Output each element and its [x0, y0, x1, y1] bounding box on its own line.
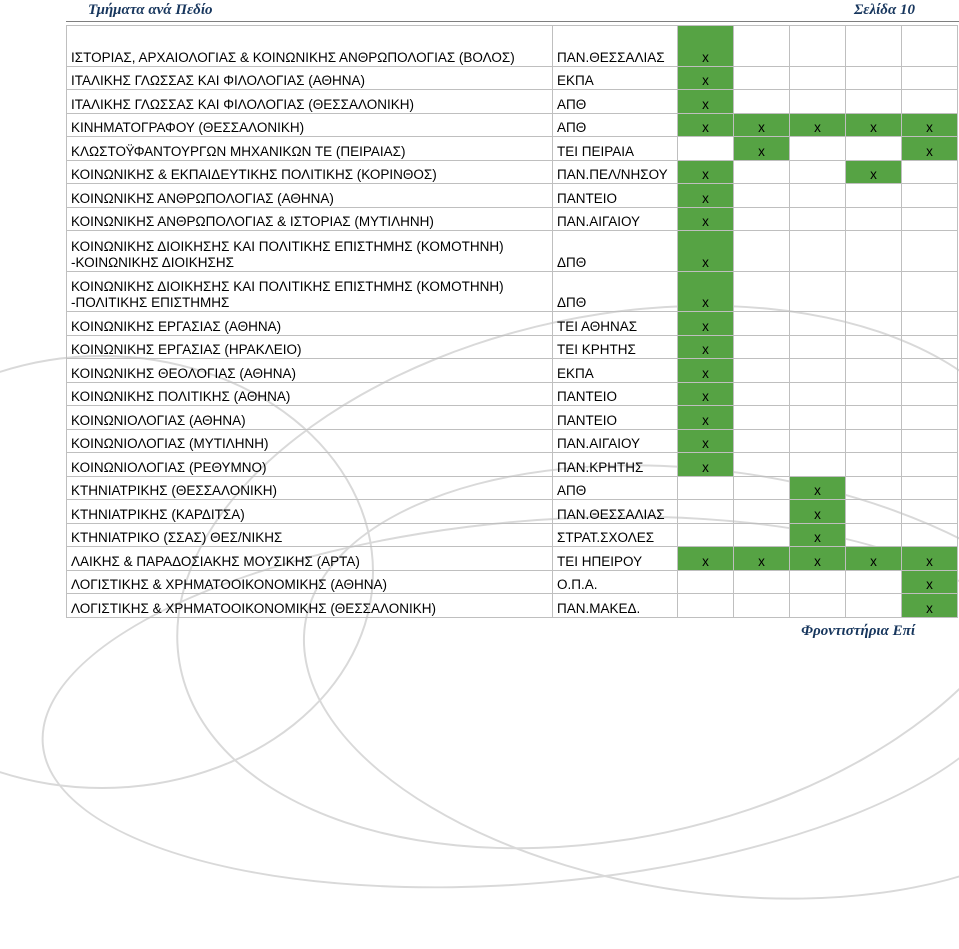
field-mark-cell: x [678, 184, 734, 208]
field-mark-cell [734, 184, 790, 208]
field-mark-cell [790, 359, 846, 383]
field-mark-cell [790, 406, 846, 430]
program-name-cell: ΚΙΝΗΜΑΤΟΓΡΑΦΟΥ (ΘΕΣΣΑΛΟΝΙΚΗ) [67, 113, 553, 137]
field-mark-cell: x [678, 90, 734, 114]
field-mark-cell [902, 26, 958, 67]
program-name-cell: ΛΑΙΚΗΣ & ΠΑΡΑΔΟΣΙΑΚΗΣ ΜΟΥΣΙΚΗΣ (ΑΡΤΑ) [67, 547, 553, 571]
field-mark-cell [790, 382, 846, 406]
field-mark-cell [790, 137, 846, 161]
program-name-cell: ΚΛΩΣΤΟΫΦΑΝΤΟΥΡΓΩΝ ΜΗΧΑΝΙΚΩΝ ΤΕ (ΠΕΙΡΑΙΑΣ) [67, 137, 553, 161]
program-name-cell: ΚΟΙΝΩΝΙΟΛΟΓΙΑΣ (ΡΕΘΥΜΝΟ) [67, 453, 553, 477]
field-mark-cell: x [678, 26, 734, 67]
institution-cell: ΠΑΝ.ΠΕΛ/ΝΗΣΟΥ [553, 160, 678, 184]
field-mark-cell [846, 271, 902, 312]
field-mark-cell [902, 359, 958, 383]
page-number: Σελίδα 10 [854, 2, 915, 18]
header-divider [66, 21, 959, 22]
program-name-cell: ΚΟΙΝΩΝΙΚΗΣ ΔΙΟΙΚΗΣΗΣ ΚΑΙ ΠΟΛΙΤΙΚΗΣ ΕΠΙΣΤΗΜΗΣ (ΚΟΜΟΤΗΝΗ) -ΚΟΙΝΩΝΙΚΗΣ ΔΙΟΙΚΗΣΗΣ [67, 231, 553, 272]
program-name-cell: ΙΤΑΛΙΚΗΣ ΓΛΩΣΣΑΣ ΚΑΙ ΦΙΛΟΛΟΓΙΑΣ (ΑΘΗΝΑ) [67, 66, 553, 90]
table-row [67, 312, 958, 336]
field-mark-cell: x [678, 429, 734, 453]
table-row [67, 66, 958, 90]
table-row [67, 231, 958, 272]
table-row [67, 26, 958, 67]
program-name-cell: ΚΟΙΝΩΝΙΚΗΣ ΠΟΛΙΤΙΚΗΣ (ΑΘΗΝΑ) [67, 382, 553, 406]
table-row [67, 453, 958, 477]
field-mark-cell: x [678, 66, 734, 90]
field-mark-cell [902, 523, 958, 547]
field-mark-cell [734, 476, 790, 500]
institution-cell: ΠΑΝ.ΑΙΓΑΙΟΥ [553, 207, 678, 231]
program-name-cell: ΙΣΤΟΡΙΑΣ, ΑΡΧΑΙΟΛΟΓΙΑΣ & ΚΟΙΝΩΝΙΚΗΣ ΑΝΘΡΩΠΟΛΟΓΙΑΣ (ΒΟΛΟΣ) [67, 26, 553, 67]
program-name-cell: ΚΤΗΝΙΑΤΡΙΚΗΣ (ΚΑΡΔΙΤΣΑ) [67, 500, 553, 524]
table-row [67, 500, 958, 524]
field-mark-cell [846, 570, 902, 594]
field-mark-cell [902, 476, 958, 500]
program-name-cell: ΚΟΙΝΩΝΙΟΛΟΓΙΑΣ (ΜΥΤΙΛΗΝΗ) [67, 429, 553, 453]
field-mark-cell [902, 382, 958, 406]
field-mark-cell [902, 335, 958, 359]
program-name-cell: ΚΟΙΝΩΝΙΚΗΣ ΑΝΘΡΩΠΟΛΟΓΙΑΣ & ΙΣΤΟΡΙΑΣ (ΜΥΤΙΛΗΝΗ) [67, 207, 553, 231]
institution-cell: ΠΑΝ.ΚΡΗΤΗΣ [553, 453, 678, 477]
field-mark-cell [734, 523, 790, 547]
field-mark-cell: x [790, 547, 846, 571]
field-mark-cell [734, 66, 790, 90]
program-name-cell: ΚΤΗΝΙΑΤΡΙΚΗΣ (ΘΕΣΣΑΛΟΝΙΚΗ) [67, 476, 553, 500]
field-mark-cell: x [790, 113, 846, 137]
table-row [67, 207, 958, 231]
program-name-cell: ΛΟΓΙΣΤΙΚΗΣ & ΧΡΗΜΑΤΟΟΙΚΟΝΟΜΙΚΗΣ (ΘΕΣΣΑΛΟΝΙΚΗ) [67, 594, 553, 618]
field-mark-cell: x [902, 594, 958, 618]
institution-cell: ΠΑΝ.ΘΕΣΣΑΛΙΑΣ [553, 26, 678, 67]
institution-cell: ΤΕΙ ΠΕΙΡΑΙΑ [553, 137, 678, 161]
table-row [67, 160, 958, 184]
field-mark-cell: x [902, 113, 958, 137]
field-mark-cell [846, 594, 902, 618]
institution-cell: ΤΕΙ ΑΘΗΝΑΣ [553, 312, 678, 336]
field-mark-cell [734, 429, 790, 453]
programs-table [66, 25, 958, 618]
table-row [67, 382, 958, 406]
field-mark-cell [790, 594, 846, 618]
field-mark-cell [790, 160, 846, 184]
field-mark-cell: x [846, 160, 902, 184]
field-mark-cell: x [902, 137, 958, 161]
field-mark-cell: x [790, 476, 846, 500]
field-mark-cell [846, 406, 902, 430]
field-mark-cell [902, 207, 958, 231]
field-mark-cell: x [734, 547, 790, 571]
program-name-cell: ΚΟΙΝΩΝΙΚΗΣ ΑΝΘΡΩΠΟΛΟΓΙΑΣ (ΑΘΗΝΑ) [67, 184, 553, 208]
field-mark-cell: x [678, 160, 734, 184]
institution-cell: ΔΠΘ [553, 231, 678, 272]
field-mark-cell [678, 594, 734, 618]
field-mark-cell [846, 66, 902, 90]
field-mark-cell [846, 500, 902, 524]
field-mark-cell [846, 26, 902, 67]
field-mark-cell [734, 382, 790, 406]
institution-cell: ΤΕΙ ΗΠΕΙΡΟΥ [553, 547, 678, 571]
field-mark-cell [734, 406, 790, 430]
table-row [67, 359, 958, 383]
field-mark-cell [902, 406, 958, 430]
field-mark-cell [678, 570, 734, 594]
field-mark-cell [846, 184, 902, 208]
field-mark-cell: x [678, 207, 734, 231]
field-mark-cell [678, 137, 734, 161]
page-header [0, 0, 959, 24]
field-mark-cell [790, 26, 846, 67]
field-mark-cell [902, 500, 958, 524]
field-mark-cell [902, 312, 958, 336]
field-mark-cell [790, 570, 846, 594]
institution-cell: ΠΑΝ.ΘΕΣΣΑΛΙΑΣ [553, 500, 678, 524]
field-mark-cell: x [846, 547, 902, 571]
field-mark-cell [790, 90, 846, 114]
field-mark-cell [846, 137, 902, 161]
field-mark-cell [734, 26, 790, 67]
table-row [67, 271, 958, 312]
institution-cell: ΕΚΠΑ [553, 66, 678, 90]
field-mark-cell [790, 207, 846, 231]
field-mark-cell [902, 453, 958, 477]
field-mark-cell [846, 453, 902, 477]
table-row [67, 113, 958, 137]
table-row [67, 476, 958, 500]
field-mark-cell: x [678, 113, 734, 137]
field-mark-cell [846, 359, 902, 383]
field-mark-cell [846, 312, 902, 336]
field-mark-cell [846, 382, 902, 406]
footer-brand: Φροντιστήρια Επί [801, 623, 915, 639]
table-row [67, 523, 958, 547]
program-name-cell: ΚΤΗΝΙΑΤΡΙΚΟ (ΣΣΑΣ) ΘΕΣ/ΝΙΚΗΣ [67, 523, 553, 547]
field-mark-cell: x [678, 271, 734, 312]
table-row [67, 570, 958, 594]
institution-cell: ΠΑΝ.ΜΑΚΕΔ. [553, 594, 678, 618]
field-mark-cell: x [678, 453, 734, 477]
field-mark-cell [846, 429, 902, 453]
field-mark-cell [734, 570, 790, 594]
program-name-cell: ΙΤΑΛΙΚΗΣ ΓΛΩΣΣΑΣ ΚΑΙ ΦΙΛΟΛΟΓΙΑΣ (ΘΕΣΣΑΛΟΝΙΚΗ) [67, 90, 553, 114]
table-row [67, 406, 958, 430]
table-row [67, 137, 958, 161]
program-name-cell: ΛΟΓΙΣΤΙΚΗΣ & ΧΡΗΜΑΤΟΟΙΚΟΝΟΜΙΚΗΣ (ΑΘΗΝΑ) [67, 570, 553, 594]
field-mark-cell: x [678, 335, 734, 359]
field-mark-cell: x [678, 406, 734, 430]
field-mark-cell: x [678, 231, 734, 272]
field-mark-cell [902, 66, 958, 90]
field-mark-cell [790, 231, 846, 272]
institution-cell: ΠΑΝΤΕΙΟ [553, 406, 678, 430]
field-mark-cell [902, 271, 958, 312]
table-row [67, 547, 958, 571]
field-mark-cell [902, 90, 958, 114]
field-mark-cell [734, 359, 790, 383]
program-name-cell: ΚΟΙΝΩΝΙΚΗΣ ΕΡΓΑΣΙΑΣ (ΑΘΗΝΑ) [67, 312, 553, 336]
field-mark-cell [902, 231, 958, 272]
field-mark-cell [846, 523, 902, 547]
institution-cell: ΔΠΘ [553, 271, 678, 312]
field-mark-cell [734, 160, 790, 184]
program-name-cell: ΚΟΙΝΩΝΙΚΗΣ ΘΕΟΛΟΓΙΑΣ (ΑΘΗΝΑ) [67, 359, 553, 383]
field-mark-cell [790, 312, 846, 336]
field-mark-cell [790, 453, 846, 477]
table-row [67, 594, 958, 618]
field-mark-cell: x [678, 547, 734, 571]
institution-cell: ΠΑΝ.ΑΙΓΑΙΟΥ [553, 429, 678, 453]
field-mark-cell: x [678, 312, 734, 336]
field-mark-cell [790, 429, 846, 453]
institution-cell: ΠΑΝΤΕΙΟ [553, 184, 678, 208]
field-mark-cell: x [902, 547, 958, 571]
field-mark-cell [846, 231, 902, 272]
institution-cell: ΑΠΘ [553, 476, 678, 500]
institution-cell: ΑΠΘ [553, 90, 678, 114]
field-mark-cell: x [902, 570, 958, 594]
field-mark-cell [734, 500, 790, 524]
field-mark-cell [734, 312, 790, 336]
field-mark-cell [678, 476, 734, 500]
institution-cell: Ο.Π.Α. [553, 570, 678, 594]
field-mark-cell [734, 335, 790, 359]
table-row [67, 335, 958, 359]
institution-cell: ΕΚΠΑ [553, 359, 678, 383]
field-mark-cell [734, 90, 790, 114]
field-mark-cell [846, 335, 902, 359]
field-mark-cell [902, 184, 958, 208]
table-row [67, 90, 958, 114]
field-mark-cell: x [678, 359, 734, 383]
field-mark-cell [902, 429, 958, 453]
field-mark-cell [902, 160, 958, 184]
program-name-cell: ΚΟΙΝΩΝΙΚΗΣ ΔΙΟΙΚΗΣΗΣ ΚΑΙ ΠΟΛΙΤΙΚΗΣ ΕΠΙΣΤΗΜΗΣ (ΚΟΜΟΤΗΝΗ) -ΠΟΛΙΤΙΚΗΣ ΕΠΙΣΤΗΜΗΣ [67, 271, 553, 312]
section-title: Τμήματα ανά Πεδίο [88, 2, 213, 18]
field-mark-cell [734, 231, 790, 272]
field-mark-cell: x [734, 137, 790, 161]
table-row [67, 429, 958, 453]
program-name-cell: ΚΟΙΝΩΝΙΟΛΟΓΙΑΣ (ΑΘΗΝΑ) [67, 406, 553, 430]
field-mark-cell: x [790, 523, 846, 547]
programs-table-body [67, 26, 958, 618]
institution-cell: ΤΕΙ ΚΡΗΤΗΣ [553, 335, 678, 359]
field-mark-cell [734, 271, 790, 312]
field-mark-cell [790, 335, 846, 359]
field-mark-cell [734, 207, 790, 231]
program-name-cell: ΚΟΙΝΩΝΙΚΗΣ ΕΡΓΑΣΙΑΣ (ΗΡΑΚΛΕΙΟ) [67, 335, 553, 359]
field-mark-cell [846, 476, 902, 500]
field-mark-cell [846, 207, 902, 231]
field-mark-cell: x [734, 113, 790, 137]
field-mark-cell: x [790, 500, 846, 524]
field-mark-cell [790, 66, 846, 90]
field-mark-cell [790, 271, 846, 312]
field-mark-cell [678, 523, 734, 547]
field-mark-cell [734, 594, 790, 618]
field-mark-cell [734, 453, 790, 477]
institution-cell: ΣΤΡΑΤ.ΣΧΟΛΕΣ [553, 523, 678, 547]
table-row [67, 184, 958, 208]
field-mark-cell: x [846, 113, 902, 137]
field-mark-cell [678, 500, 734, 524]
institution-cell: ΑΠΘ [553, 113, 678, 137]
program-name-cell: ΚΟΙΝΩΝΙΚΗΣ & ΕΚΠΑΙΔΕΥΤΙΚΗΣ ΠΟΛΙΤΙΚΗΣ (ΚΟΡΙΝΘΟΣ) [67, 160, 553, 184]
field-mark-cell [846, 90, 902, 114]
field-mark-cell: x [678, 382, 734, 406]
field-mark-cell [790, 184, 846, 208]
institution-cell: ΠΑΝΤΕΙΟ [553, 382, 678, 406]
